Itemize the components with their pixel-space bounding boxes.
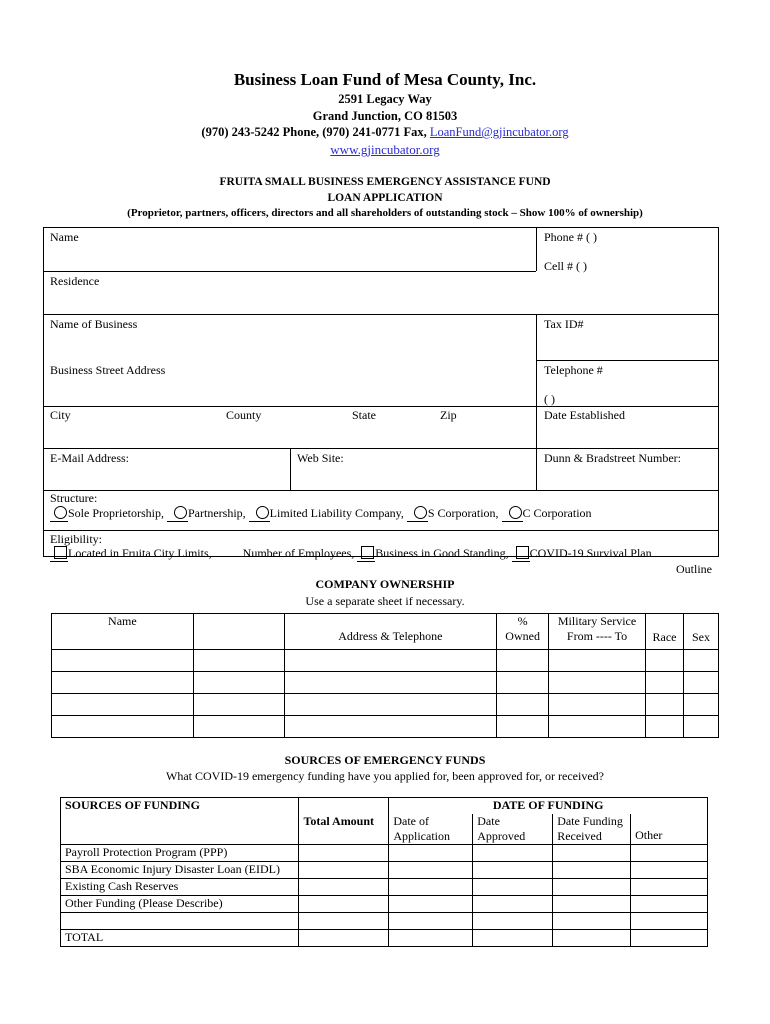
table-row-total[interactable]: TOTAL — [61, 929, 708, 946]
col-percent: % Owned — [497, 614, 549, 650]
table-row[interactable] — [52, 716, 719, 738]
ownership-table — [51, 613, 719, 738]
funding-table — [60, 797, 708, 947]
website-label: Web Site: — [297, 451, 344, 465]
col-name: Name — [52, 614, 194, 650]
eligibility-label: Eligibility: — [50, 532, 103, 546]
table-row[interactable]: Other Funding (Please Describe) — [61, 895, 708, 912]
col-military: Military Service From ---- To — [549, 614, 646, 650]
ownership-header-row — [52, 614, 719, 650]
col-address: Address & Telephone — [284, 614, 497, 650]
fruita-limits-checkbox[interactable] — [54, 546, 67, 559]
table-row[interactable] — [52, 694, 719, 716]
residence-label: Residence — [50, 274, 100, 288]
col-total: Total Amount — [299, 798, 389, 845]
city-label: City — [50, 408, 71, 422]
good-standing-checkbox[interactable] — [361, 546, 374, 559]
business-address-label: Business Street Address — [50, 363, 166, 377]
structure-options: Sole Proprietorship, Partnership, Limited Liability Company, S Corporation, C Corporation — [50, 506, 592, 522]
state-label: State — [352, 408, 376, 422]
email-label: E-Mail Address: — [50, 451, 129, 465]
table-row[interactable] — [52, 650, 719, 672]
c-corp-radio[interactable] — [509, 506, 522, 519]
table-row[interactable]: SBA Economic Injury Disaster Loan (EIDL) — [61, 861, 708, 878]
telephone-paren: ( ) — [544, 392, 555, 406]
ownership-heading: COMPANY OWNERSHIP — [315, 577, 455, 591]
col-date-application: Date of Application — [389, 814, 473, 845]
sole-proprietorship-radio[interactable] — [54, 506, 67, 519]
website-link[interactable]: www.gjincubator.org — [330, 142, 440, 157]
table-row[interactable] — [61, 912, 708, 929]
col-race: Race — [645, 614, 683, 650]
org-name: Business Loan Fund of Mesa County, Inc. — [233, 70, 537, 89]
col-other: Other — [631, 814, 708, 845]
org-city-line: Grand Junction, CO 81503 — [312, 109, 458, 123]
form-instructions: (Proprietor, partners, officers, directors and all shareholders of outstanding stock – Show 100% of ownership) — [127, 207, 643, 219]
date-established-label: Date Established — [544, 408, 625, 422]
tax-id-label: Tax ID# — [544, 317, 584, 331]
col-sex: Sex — [683, 614, 718, 650]
employees-field[interactable] — [215, 556, 243, 557]
col-date-of-funding: DATE OF FUNDING — [389, 798, 708, 814]
dunn-label: Dunn & Bradstreet Number: — [544, 451, 681, 465]
structure-label: Structure: — [50, 491, 98, 505]
col-sources: SOURCES OF FUNDING — [61, 798, 299, 845]
table-row[interactable]: Existing Cash Reserves — [61, 878, 708, 895]
emergency-heading: SOURCES OF EMERGENCY FUNDS — [284, 753, 486, 767]
telephone-label: Telephone # — [544, 363, 603, 377]
llc-radio[interactable] — [256, 506, 269, 519]
col-date-approved: Date Approved — [473, 814, 553, 845]
business-name-label: Name of Business — [50, 317, 138, 331]
s-corp-radio[interactable] — [414, 506, 427, 519]
org-street: 2591 Legacy Way — [338, 92, 432, 106]
org-contact-line — [0, 125, 770, 140]
website-line — [0, 142, 770, 158]
eligibility-options: Located in Fruita City Limits, Number of Employees, Business in Good Standing, COVID-19 Survival Plan — [50, 546, 652, 562]
phone-label: Phone # ( ) — [544, 230, 597, 244]
county-label: County — [226, 408, 262, 422]
email-link[interactable]: LoanFund@gjincubator.org — [429, 125, 569, 139]
name-label: Name — [50, 230, 79, 244]
table-row[interactable]: Payroll Protection Program (PPP) — [61, 844, 708, 861]
ownership-note: Use a separate sheet if necessary. — [305, 594, 465, 608]
col-date-received: Date Funding Received — [553, 814, 631, 845]
cell-label: Cell # ( ) — [544, 259, 587, 273]
covid-plan-checkbox[interactable] — [516, 546, 529, 559]
eligibility-outline: Outline — [676, 562, 712, 576]
form-title-1: FRUITA SMALL BUSINESS EMERGENCY ASSISTANCE FUND — [219, 176, 551, 188]
phone-fax: (970) 243-5242 Phone, (970) 241-0771 Fax, — [201, 125, 430, 139]
emergency-question: What COVID-19 emergency funding have you applied for, been approved for, or received? — [166, 769, 604, 783]
form-title-2: LOAN APPLICATION — [327, 192, 443, 204]
zip-label: Zip — [440, 408, 457, 422]
table-row[interactable] — [52, 672, 719, 694]
partnership-radio[interactable] — [174, 506, 187, 519]
